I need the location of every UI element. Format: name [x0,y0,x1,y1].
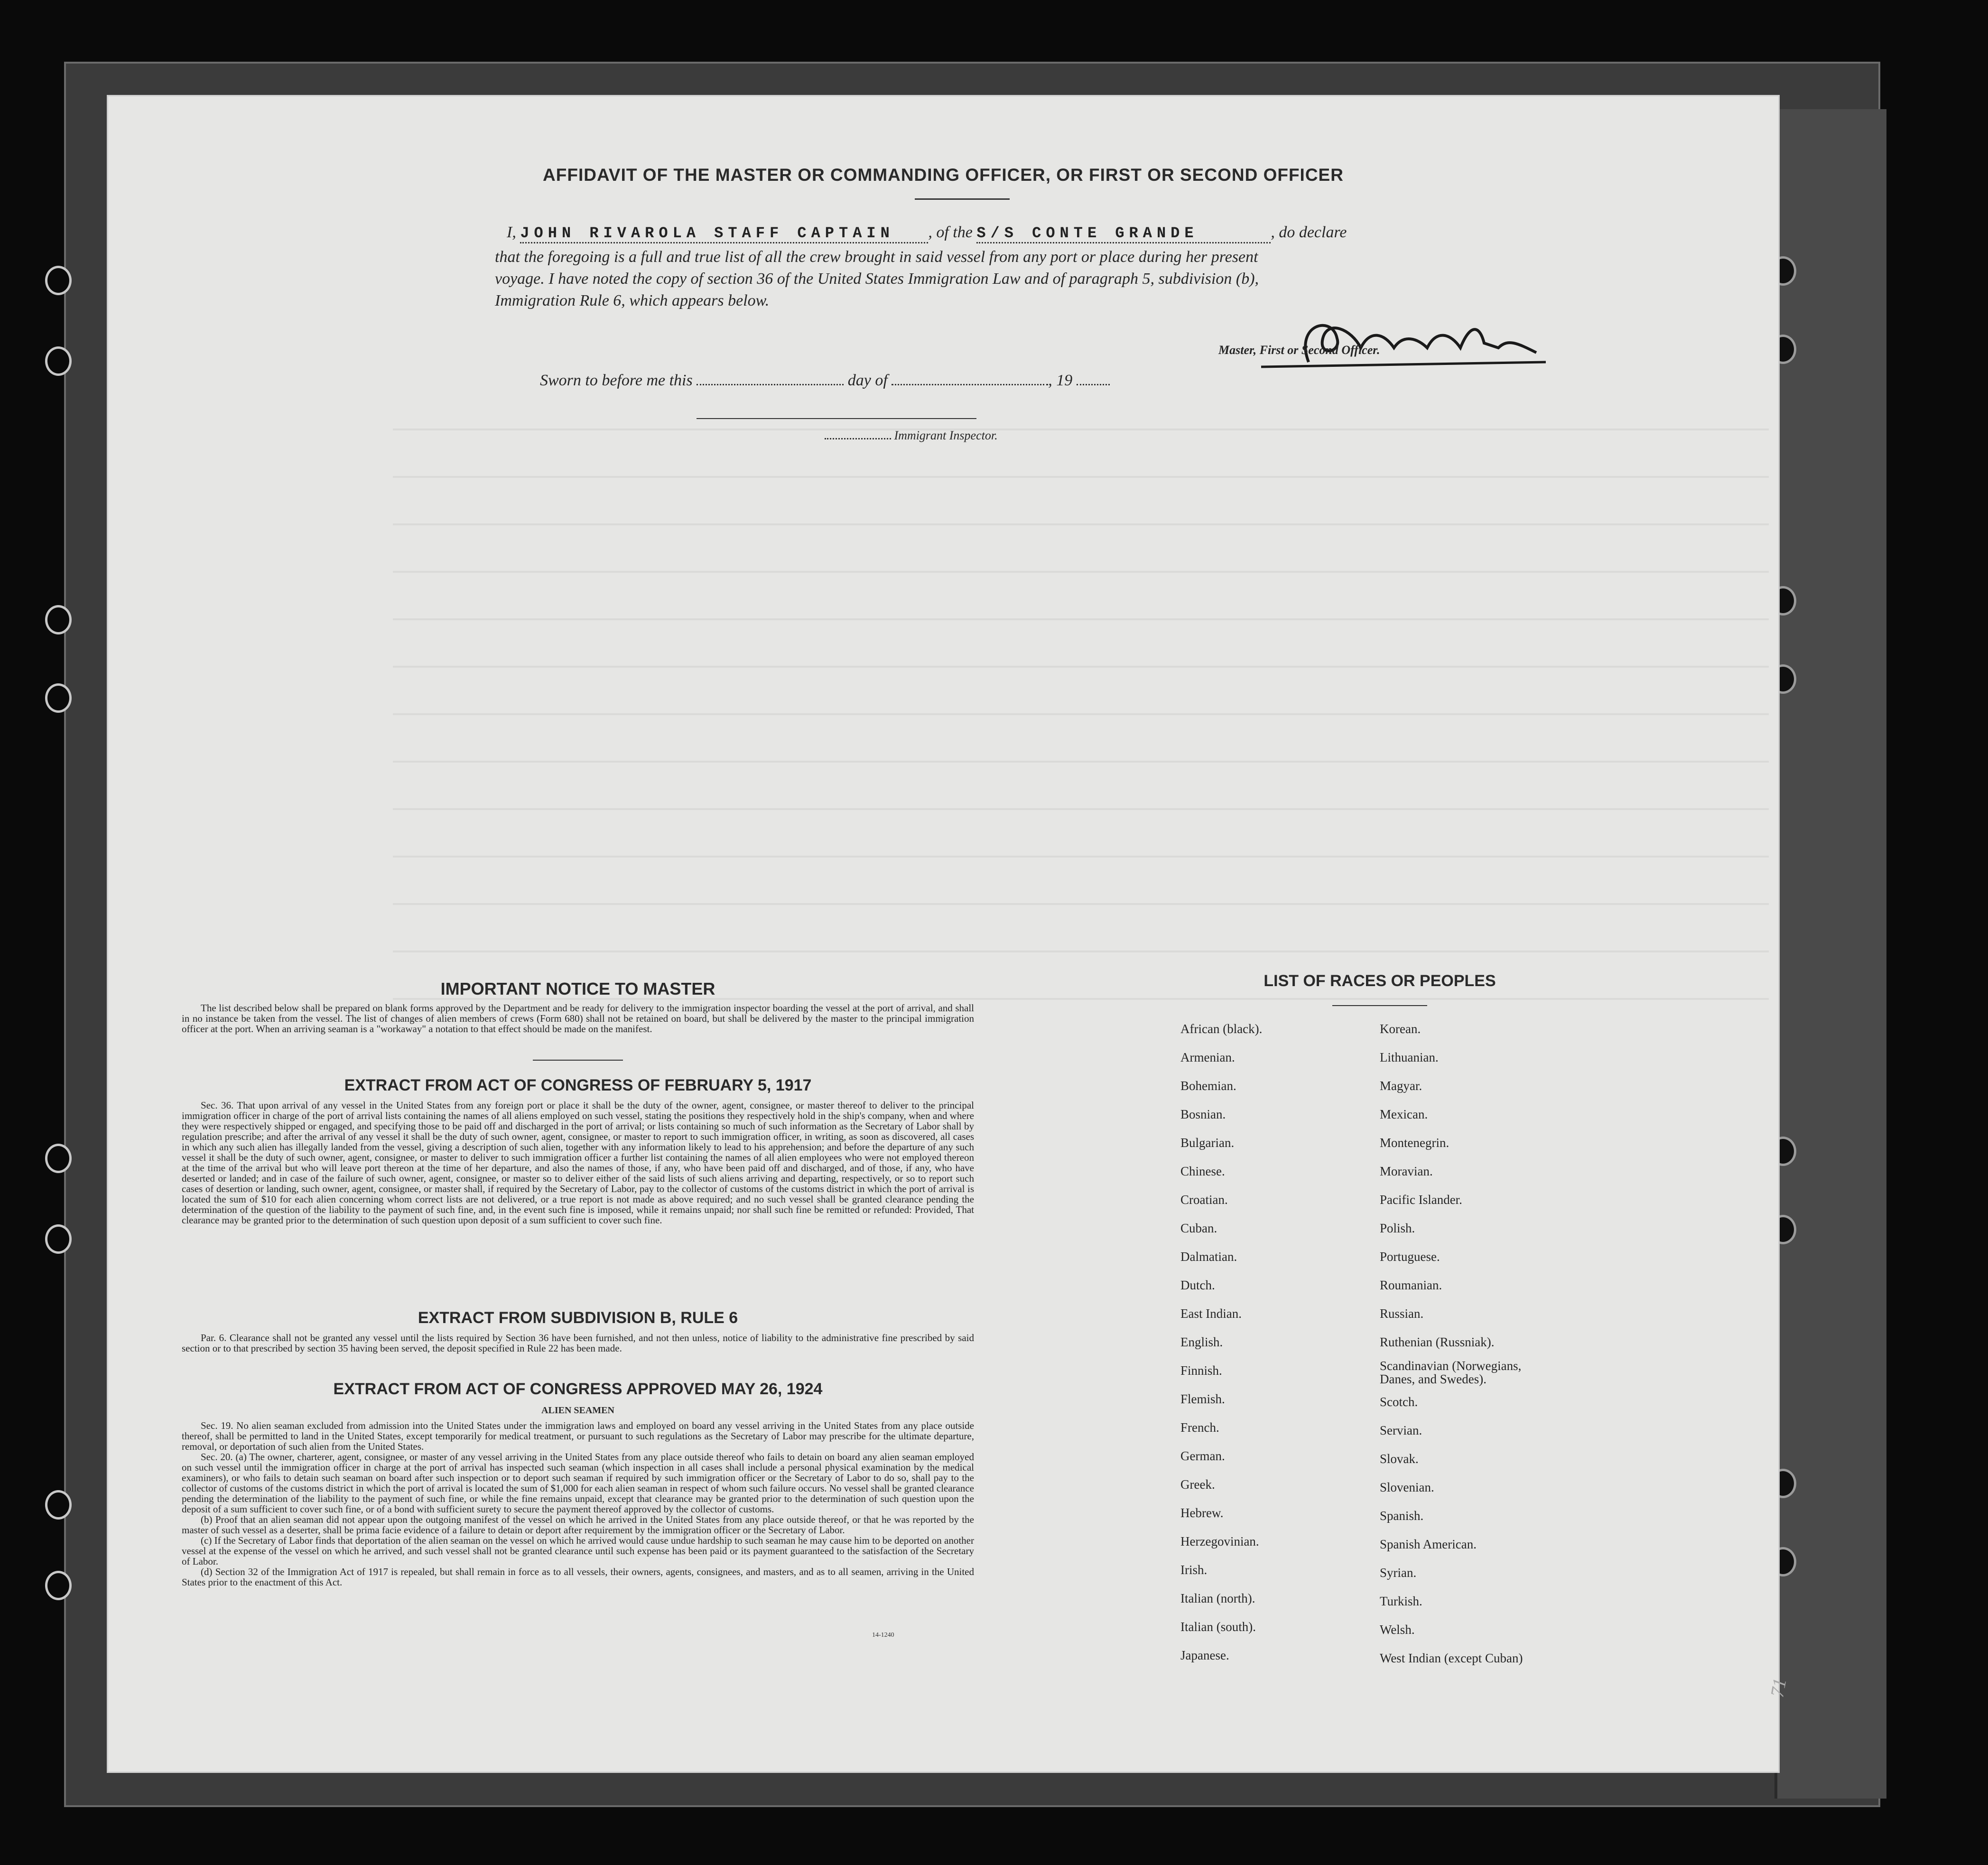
race-list-item: Bosnian. [1180,1107,1226,1121]
extract-1917-title: EXTRACT FROM ACT OF CONGRESS OF FEBRUARY 5, 1917 [344,1076,812,1094]
punch-hole [45,266,72,295]
form-number: 14-1240 [872,1632,894,1639]
sworn-line [540,372,1110,390]
inspector-caption-text: Immigrant Inspector. [894,429,998,442]
race-list-item: Flemish. [1180,1392,1225,1406]
race-list-item: Hebrew. [1180,1506,1224,1520]
signature-caption: Master, First or Second Officer. [1218,343,1380,357]
extract-1924-body [182,1420,974,1587]
section-20d-paragraph: (d) Section 32 of the Immigration Act of 1917 is repealed, but shall remain in force as to all vessels, their owners, agents, consignees, and masters, and as to all seamen, arriving in the United States prior to the enactment of this Act. [182,1566,974,1588]
race-list-item: Portuguese. [1380,1250,1440,1264]
race-list-item: Roumanian. [1380,1278,1442,1292]
punch-hole [45,1490,72,1520]
race-list-item: English. [1180,1335,1223,1349]
race-list-item: Japanese. [1180,1648,1229,1662]
manifest-page [107,95,1791,1773]
bleed-through-row [393,523,1769,525]
race-list-item: Scotch. [1380,1395,1418,1409]
race-list-item: Croatian. [1180,1193,1228,1207]
race-list-item: German. [1180,1449,1225,1463]
race-list-item: Scandinavian (Norwegians, Danes, and Swedes). [1380,1359,1522,1386]
race-list-item: Italian (north). [1180,1591,1255,1605]
punch-hole [45,1224,72,1254]
race-list-item: Slovak. [1380,1452,1419,1466]
section-20b-paragraph: (b) Proof that an alien seaman did not appear upon the outgoing manifest of the vessel on which he arrived in the United States from any place outside thereof, or that he was reported by the master of such vessel as a deserter, shall be prima facie evidence of a failure to detain or deport after requirement by the immigration officer or the Secretary of Labor. [182,1514,974,1536]
master-name-field[interactable]: JOHN RIVAROLA STAFF CAPTAIN [520,224,928,243]
race-list-item: French. [1180,1420,1219,1435]
race-list-item: West Indian (except Cuban) [1380,1651,1523,1665]
race-list-item: Slovenian. [1380,1480,1434,1494]
race-list-item: Servian. [1380,1423,1422,1437]
extract-rule6-title: EXTRACT FROM SUBDIVISION B, RULE 6 [418,1309,738,1327]
punch-hole [45,605,72,634]
race-list-item: Irish. [1180,1563,1208,1577]
declaration-line-4: Immigration Rule 6, which appears below. [495,292,770,309]
punch-hole [45,683,72,713]
races-rule [1332,1005,1427,1006]
races-title: LIST OF RACES OR PEOPLES [1263,972,1496,990]
bleed-through-row [393,856,1769,858]
race-list-item: East Indian. [1180,1306,1242,1321]
bleed-through-row [393,808,1769,810]
race-list-item: Herzegovinian. [1180,1534,1259,1548]
race-list-item: Armenian. [1180,1050,1235,1064]
bleed-through-row [393,903,1769,905]
race-list-item: Korean. [1380,1022,1421,1036]
inspector-caption [825,429,998,443]
race-list-item: Bohemian. [1180,1079,1236,1093]
declaration-line [507,224,1347,243]
race-list-item: Magyar. [1380,1079,1422,1093]
section-19-paragraph: Sec. 19. No alien seaman excluded from admission into the United States under the immigration laws and employed on board any vessel arriving in the United States from any place outside thereof, shall be permitted to land in the United States, except temporarily for medical treatment, or pursuant to such regulations as the Secretary of Labor may prescribe for the ultimate departure, removal, or deportation of such alien from the United States. [182,1420,974,1452]
inspector-signature-line[interactable] [697,418,976,419]
race-list-item: Finnish. [1180,1363,1222,1378]
vessel-name-field[interactable]: S/S CONTE GRANDE [976,224,1271,243]
race-list-item: Italian (south). [1180,1620,1256,1634]
race-list-item: Polish. [1380,1221,1415,1235]
of-the-label: , of the [928,224,973,241]
bleed-through-row [393,951,1769,952]
backing-sheet-edge [1774,109,1886,1799]
bleed-through-row [393,761,1769,763]
punch-hole [45,1571,72,1600]
race-list-item: Spanish American. [1380,1537,1477,1551]
extract-1917-body [182,1100,974,1225]
sworn-month-field[interactable] [892,384,1048,385]
paragraph-6: Par. 6. Clearance shall not be granted any vessel until the lists required by Section 36 have been furnished, and not then unless, notice of liability to the administrative fine prescribed by said section or to that prescribed by section 35 having been served, the deposit specified in Rule 22 has been made. [182,1332,974,1354]
race-list-item: Lithuanian. [1380,1050,1439,1064]
race-list-item: Dalmatian. [1180,1250,1237,1264]
race-list-item: Greek. [1180,1477,1215,1492]
race-list-item: Turkish. [1380,1594,1422,1608]
race-list-item: Pacific Islander. [1380,1193,1462,1207]
punch-hole [45,1144,72,1173]
extract-1924-title: EXTRACT FROM ACT OF CONGRESS APPROVED MAY 26, 1924 [333,1380,823,1398]
sworn-prefix: Sworn to before me this [540,372,693,389]
race-list-item: Spanish. [1380,1509,1424,1523]
race-list-item: Welsh. [1380,1623,1415,1637]
races-right-column [1380,1015,1536,1672]
bleed-through-row [393,618,1769,620]
race-list-item: Ruthenian (Russniak). [1380,1335,1495,1349]
sworn-year-field[interactable] [1077,384,1110,385]
declaration-line-2: that the foregoing is a full and true list of all the crew brought in said vessel from any port or place during her present [495,248,1258,266]
race-list-item: Dutch. [1180,1278,1215,1292]
section-36-paragraph: Sec. 36. That upon arrival of any vessel in the United States from any foreign port or place it shall be the duty of the owner, agent, consignee, or master thereof to deliver to the principal immigration officer in charge of the port of arrival lists containing the names of all aliens employed on such vessel, stating the positions they respectively hold in the ship's company, when and where they were respectively shipped or engaged, and specifying those to be paid off and discharged in the port of arrival; or lists containing so much of such information as the Secretary of Labor shall by regulation prescribe; and after the arrival of any vessel it shall be the duty of such owner, agent, consignee, or master to report to such immigration officer, in writing, as soon as discovered, all cases in which any such alien has illegally landed from the vessel, giving a description of such alien, together with any information likely to lead to his apprehension; and before the departure of any such vessel it shall be the duty of such owner, agent, consignee, or master to deliver to such immigration officer a further list containing the names of all alien employees who were not employed thereon at the time of the arrival but who will leave port thereon at the time of her departure, and also the names of those, if any, who have been paid off and discharged, and of those, if any, who have deserted or landed; and in case of the failure of such owner, agent, consignee, or master so to deliver either of the said lists of such aliens arriving and departing, respectively, or so to report such cases of desertion or landing, such owner, agent, consignee, or master shall, if required by the Secretary of Labor, pay to the collector of customs of the customs district in which the port of arrival is located the sum of $10 for each alien concerning whom correct lists are not delivered, or a true report is not made as above required; and no such vessel shall be granted clearance pending the determination of the question of the liability to the payment of such fine, and, in the event such fine is imposed, while it remains unpaid; nor shall such fine be remitted or refunded: Provided, That clearance may be granted prior to the determination of such question upon deposit of a sum sufficient to cover such fine. [182,1100,974,1226]
affidavit-title: AFFIDAVIT OF THE MASTER OR COMMANDING OFFICER, OR FIRST OR SECOND OFFICER [543,165,1344,185]
race-list-item: Bulgarian. [1180,1136,1235,1150]
race-list-item: Cuban. [1180,1221,1217,1235]
notice-body [182,1003,974,1034]
master-signature [1252,296,1584,381]
race-list-item: Syrian. [1380,1566,1417,1580]
section-20a-paragraph: Sec. 20. (a) The owner, charterer, agent, consignee, or master of any vessel arriving in the United States from any place outside thereof who fails to detain on board any alien seaman employed on such vessel until the immigration officer in charge at the port of arrival has inspected such seaman (which inspection in all cases shall include a personal physical examination by the medical examiners), or who fails to detain such seaman on board after such inspection or to deport such seaman if required by such immigration officer or the Secretary of Labor to do so, shall pay to the collector of customs of the customs district in which the port of arrival is located the sum of $1,000 for each alien seaman in respect of whom such failure occurs. No vessel shall be granted clearance pending the determination of the liability to the payment of such fine, or while the fine remains unpaid, except that clearance may be granted prior to the determination of such question upon the deposit of a sum sufficient to cover such fine, or of a bond with sufficient surety to secure the payment thereof approved by the collector of customs. [182,1451,974,1515]
extract-rule6-body [182,1333,974,1353]
declaration-prefix: I, [507,224,516,241]
notice-rule [533,1060,623,1061]
notice-title: IMPORTANT NOTICE TO MASTER [440,979,715,998]
inspector-dots [825,438,891,439]
bleed-through-row [393,571,1769,573]
do-declare-label: , do declare [1271,224,1347,241]
year-prefix: , 19 [1048,372,1073,389]
sworn-day-field[interactable] [697,384,844,385]
title-rule [915,198,1010,200]
section-20c-paragraph: (c) If the Secretary of Labor finds that deportation of the alien seaman on the vessel on which he arrived would cause undue hardship to such seaman he may cause him to be deported on another vessel at the expense of the vessel on which he arrived, and such vessel shall not be granted clearance until such expense has been paid or its payment guaranteed to the satisfaction of the Secretary of Labor. [182,1535,974,1567]
race-list-item: Russian. [1380,1306,1424,1321]
bleed-through-row [393,429,1769,430]
race-list-item: Moravian. [1380,1164,1433,1178]
day-of-label: day of [847,372,888,389]
race-list-item: Mexican. [1380,1107,1428,1121]
notice-paragraph: The list described below shall be prepared on blank forms approved by the Department and be ready for delivery to the immigration inspector boarding the vessel at the port of arrival, and shall in no instance be taken from the vessel. The list of changes of alien members of crews (Form 680) shall not be retained on board, but shall be delivered by the master to the principal immigration officer at the port. When an arriving seaman is a "workaway" a notation to that effect should be made on the manifest. [182,1002,974,1035]
race-list-item: Chinese. [1180,1164,1225,1178]
bleed-through-row [393,666,1769,668]
race-list-item: Montenegrin. [1380,1136,1449,1150]
declaration-line-3: voyage. I have noted the copy of section 36 of the United States Immigration Law and of paragraph 5, subdivision (b), [495,270,1259,288]
race-list-item: African (black). [1180,1022,1263,1036]
alien-seamen-subtitle: ALIEN SEAMEN [541,1405,614,1416]
punch-hole [45,346,72,376]
bleed-through-row [393,476,1769,478]
bleed-through-row [393,713,1769,715]
races-left-column [1180,1015,1262,1669]
margin-note: 71 [1766,1676,1791,1699]
